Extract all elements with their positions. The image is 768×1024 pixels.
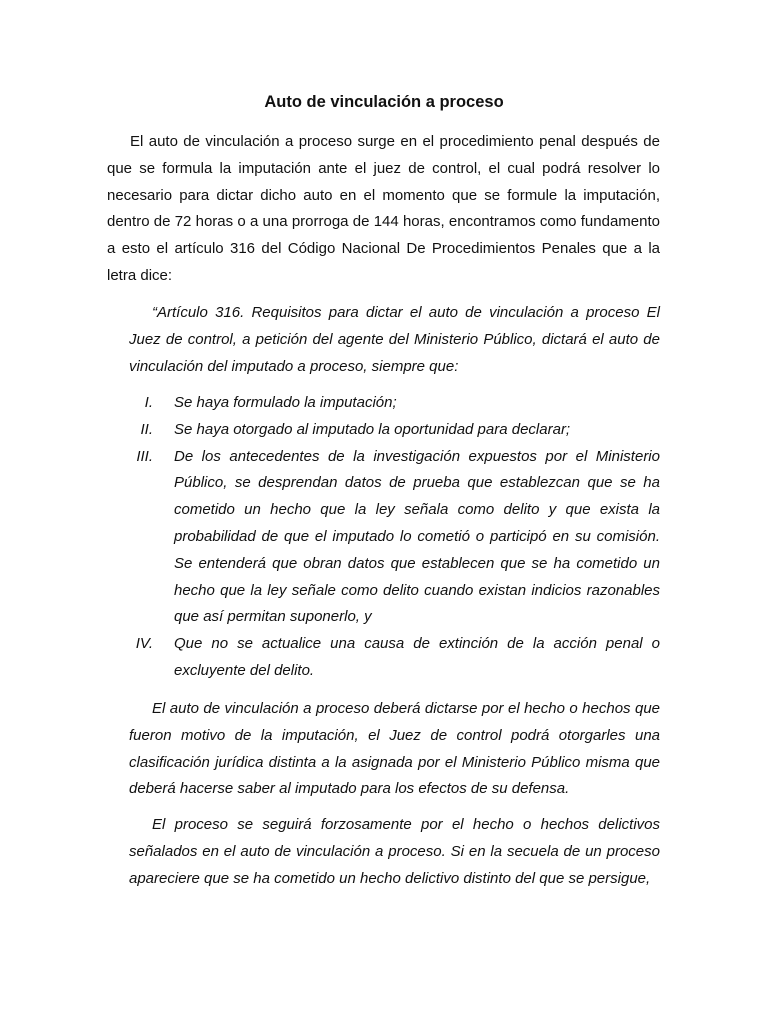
list-item <box>129 444 660 632</box>
list-item-number: III. <box>136 447 153 465</box>
list-item-text: Se haya formulado la imputación; <box>174 394 397 411</box>
document-title: Auto de vinculación a proceso <box>264 93 504 111</box>
list-item <box>129 631 660 685</box>
list-item-text: Se haya otorgado al imputado la oportunidad para declarar; <box>174 420 571 438</box>
requirements-list <box>129 390 660 685</box>
list-item-number: II. <box>140 420 153 438</box>
list-item-number: IV. <box>135 635 153 653</box>
quote-intro-paragraph: “Artículo 316. Requisitos para dictar el auto de vinculación a proceso El Juez de control, a petición del agente del Ministerio Público, dictará el auto de vinculación del imputado a proceso, siempre que: <box>129 304 660 375</box>
list-item <box>129 417 660 444</box>
list-item-text: Que no se actualice una causa de extinción de la acción penal o excluyente del delito. <box>174 635 660 679</box>
intro-paragraph: El auto de vinculación a proceso surge en el procedimiento penal después de que se formula la imputación ante el juez de control, el cual podrá resolver lo necesario para dictar dicho auto en el momento que se formule la imputación, dentro de 72 horas o a una prorroga de 144 horas, encontramos como fundamento a esto el artículo 316 del Código Nacional De Procedimientos Penales que a la letra dice: <box>107 133 660 284</box>
list-item-number: I. <box>144 394 153 411</box>
quote-paragraph-2: El auto de vinculación a proceso deberá dictarse por el hecho o hechos que fueron motivo de la imputación, el Juez de control podrá otorgarles una clasificación jurídica distinta a la asignada por el Ministerio Público misma que deberá hacerse saber al imputado para los efectos de su defensa. <box>129 700 660 798</box>
list-item-text: De los antecedentes de la investigación expuestos por el Ministerio Público, se desprendan datos de prueba que establezcan que se ha cometido un hecho que la ley señala como delito y que exista la probabilidad de que el imputado lo cometió o participó en su comisión. Se entenderá que obran datos que establecen que se ha cometido un hecho que la ley señale como delito cuando existan indicios razonables que así permitan suponerlo, y <box>174 447 660 626</box>
list-item <box>129 390 660 417</box>
quote-paragraph-3: El proceso se seguirá forzosamente por el hecho o hechos delictivos señalados en el auto de vinculación a proceso. Si en la secuela de un proceso apareciere que se ha cometido un hecho delictivo distinto del que se persigue, <box>129 816 660 887</box>
